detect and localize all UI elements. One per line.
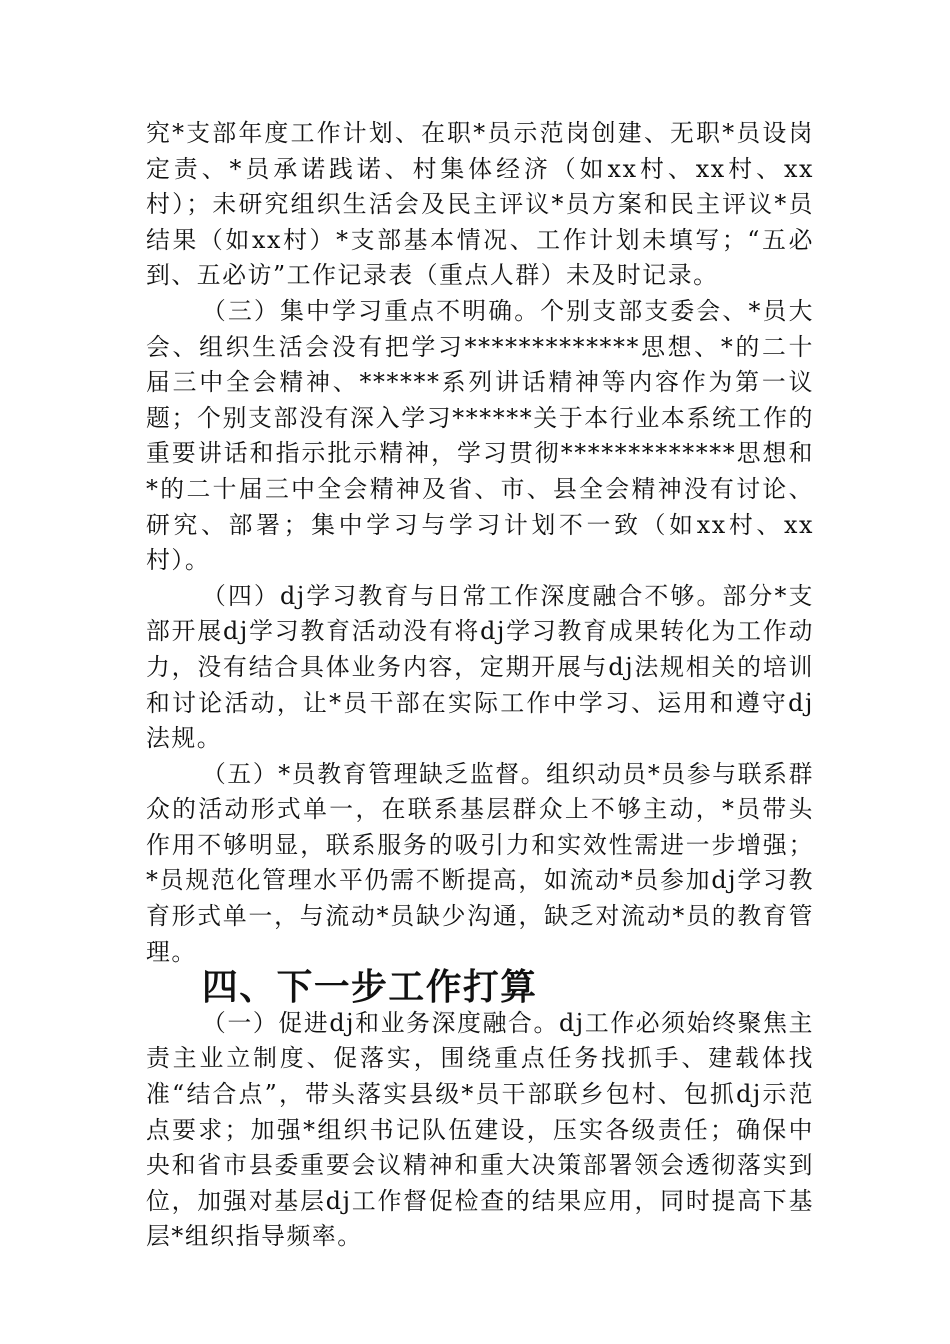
paragraph-continued: 究*支部年度工作计划、在职*员示范岗创建、无职*员设岗定责、*员承诺践诺、村集体经济（如xx村、xx村、xx村）；未研究组织生活会及民主评议*员方案和民主评议*员结果（如xx村）*支部基本情况、工作计划未填写；“五必到、五必访”工作记录表（重点人群）未及时记录。 xyxy=(146,119,814,290)
section-heading-next-steps: 四、下一步工作打算 xyxy=(202,967,538,1009)
paragraph-next-steps-1: （一）促进dj和业务深度融合。dj工作必须始终聚焦主责主业立制度、促落实，围绕重点任务找抓手、建载体找准“结合点”，带头落实县级*员干部联乡包村、包抓dj示范点要求；加强*组织书记队伍建设，压实各级责任；确保中央和省市县委重要会议精神和重大决策部署领会透彻落实到位，加强对基层dj工作督促检查的结果应用，同时提高下基层*组织指导频率。 xyxy=(146,1008,814,1251)
paragraph-section-5: （五）*员教育管理缺乏监督。组织动员*员参与联系群众的活动形式单一，在联系基层群众上不够主动，*员带头作用不够明显，联系服务的吸引力和实效性需进一步增强；*员规范化管理水平仍需不断提高，如流动*员参加dj学习教育形式单一，与流动*员缺少沟通，缺乏对流动*员的教育管理。 xyxy=(146,759,814,966)
paragraph-section-4: （四）dj学习教育与日常工作深度融合不够。部分*支部开展dj学习教育活动没有将dj学习教育成果转化为工作动力，没有结合具体业务内容，定期开展与dj法规相关的培训和讨论活动，让*员干部在实际工作中学习、运用和遵守dj法规。 xyxy=(146,581,814,753)
paragraph-section-3: （三）集中学习重点不明确。个别支部支委会、*员大会、组织生活会没有把学习*************思想、*的二十届三中全会精神、******系列讲话精神等内容作为第一议题；个别支部没有深入学习******关于本行业本系统工作的重要讲话和指示批示精神，学习贯彻*************思想和*的二十届三中全会精神及省、市、县全会精神没有讨论、研究、部署；集中学习与学习计划不一致（如xx村、xx村）。 xyxy=(146,296,814,575)
document-body xyxy=(146,116,814,1255)
